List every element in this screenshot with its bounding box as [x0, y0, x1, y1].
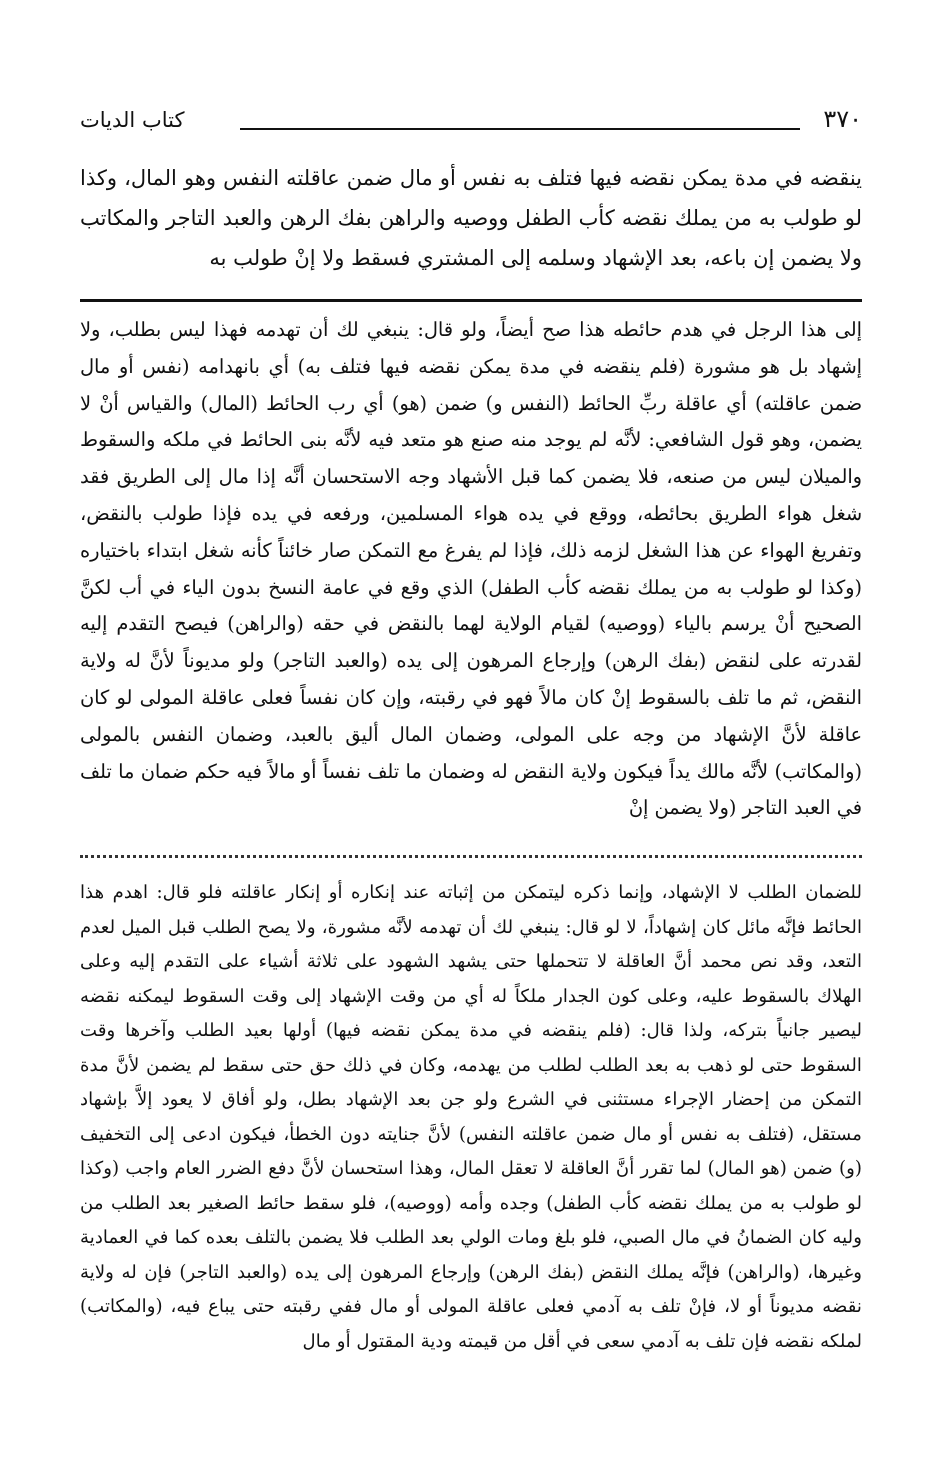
commentary-first: إلى هذا الرجل في هدم حائطه هذا صح أيضاً، ولو قال: ينبغي لك أن تهدمه فهذا ليس بطلب، ولا إشهاد بل هو مشورة (فلم ينقضه في مدة يمكن نقضه فيها فتلف به) أي بانهدامه (نفس أو مال ضمن عاقلته) أي عاقلة ربِّ الحائط (النفس و) ضمن (هو) أي رب الحائط (المال) والقياس أنْ لا يضمن، وهو قول الشافعي: لأنَّه لم يوجد منه صنع هو متعد فيه لأنَّه بنى الحائط في ملكه والسقوط والميلان ليس من صنعه، فلا يضمن كما قبل الأشهاد وجه الاستحسان أنَّه إذا مال إلى الطريق فقد شغل هواء الطريق بحائطه، ووقع في يده هواء المسلمين، ورفعه في يده فإذا طولب بالنقض، وتفريغ الهواء عن هذا الشغل لزمه ذلك، فإذا لم يفرغ مع التمكن صار خائناً كأنه شغل ابتداء باختياره (وكذا لو طولب به من يملك نقضه كأب الطفل) الذي وقع في عامة النسخ بدون الياء في أب لكنَّ الصحيح أنْ يرسم بالياء (ووصيه) لقيام الولاية لهما بالنقض في حقه (والراهن) فيصح التقدم إليه لقدرته على لنقض (بفك الرهن) وإرجاع المرهون إلى يده (والعبد التاجر) ولو مديوناً لأنَّ له ولاية النقض، ثم ما تلف بالسقوط إنْ كان مالاً فهو في رقبته، وإن كان نفساً فعلى عاقلة المولى لو كان عاقلة لأنَّ الإشهاد من وجه على المولى، وضمان المال أليق بالعبد، وضمان النفس بالمولى (والمكاتب) لأنَّه مالك يداً فيكون ولاية النقض له وضمان ما تلف نفساً أو مالاً فيه حكم ضمان ما تلف في العبد التاجر (ولا يضمن إنْ: [80, 318, 862, 820]
main-text: ينقضه في مدة يمكن نقضه فيها فتلف به نفس أو مال ضمن عاقلته النفس وهو المال، وكذا لو طولب به من يملك نقضه كأب الطفل ووصيه والراهن بفك الرهن والعبد التاجر والمكاتب ولا يضمن إن باعه، بعد الإشهاد وسلمه إلى المشتري فسقط ولا إنْ طولب به: [80, 166, 862, 270]
header-rule: [240, 128, 800, 130]
page-header: [80, 104, 862, 140]
page-number: ٣٧٠: [823, 105, 862, 133]
dotted-divider: [80, 855, 862, 868]
commentary-second: للضمان الطلب لا الإشهاد، وإنما ذكره ليتمكن من إثباته عند إنكاره أو إنكار عاقلته فلو قال: اهدم هذا الحائط فإنَّه مائل كان إشهاداً، لا لو قال: ينبغي لك أن تهدمه لأنَّه مشورة، ولا يصح الطلب قبل الميل لعدم التعد، وقد نص محمد أنَّ العاقلة لا تتحملها حتى يشهد الشهود على ثلاثة أشياء على التقدم إليه وعلى الهلاك بالسقوط عليه، وعلى كون الجدار ملكاً له أي من وقت الإشهاد إلى وقت السقوط ليمكنه نقضه ليصير جانياً بتركه، ولذا قال: (فلم ينقضه في مدة يمكن نقضه فيها) أولها بعيد الطلب وآخرها وقت السقوط حتى لو ذهب به بعد الطلب لطلب من يهدمه، وكان في ذلك حق حتى سقط لم يضمن لأنَّ مدة التمكن من إحضار الإجراء مستثنى في الشرع ولو جن بعد الإشهاد بطل، ولو أفاق لا يعود إلاَّ بإشهاد مستقل، (فتلف به نفس أو مال ضمن عاقلته النفس) لأنَّ جنايته دون الخطأ، فيكون ادعى إلى التخفيف (و) ضمن (هو المال) لما تقرر أنَّ العاقلة لا تعقل المال، وهذا استحسان لأنَّ دفع الضرر العام واجب (وكذا لو طولب به من يملك نقضه كأب الطفل) وجده وأمه (ووصيه)، فلو سقط حائط الصغير بعد الطلب من وليه كان الضمانُ في مال الصبي، فلو بلغ ومات الولي بعد الطلب فلا يضمن بالتلف بعده كما في العمادية وغيرها، (والراهن) فإنَّه يملك النقض (بفك الرهن) وإرجاع المرهون إلى يده (والعبد التاجر) فإن له ولاية نقضه مديوناً أو لا، فإنْ تلف به آدمي فعلى عاقلة المولى أو مال ففي رقبته حتى يباع فيه، (والمكاتب) لملكه نقضه فإن تلف به آدمي سعى في أقل من قيمته ودية المقتول أو مال: [80, 882, 862, 1352]
book-title: كتاب الديات: [80, 108, 185, 132]
main-text-divider: [80, 299, 862, 302]
